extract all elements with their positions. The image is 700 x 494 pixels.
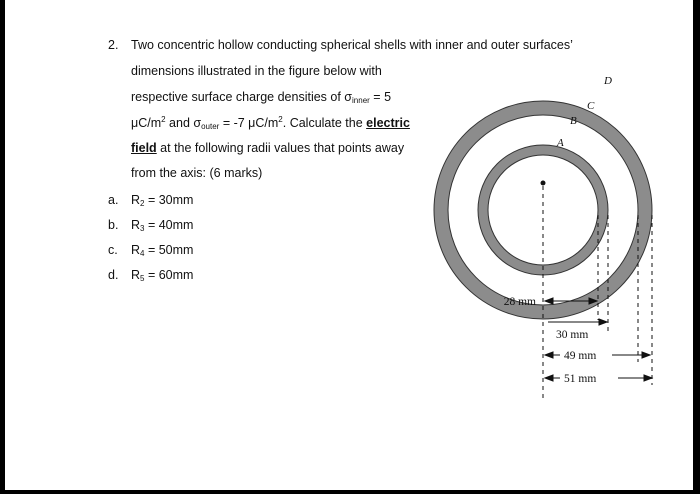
question-line-6: from the axis: (6 marks) [131, 166, 263, 180]
surface-label-b: B [570, 115, 577, 127]
sub-question-c: c. $R_4 = 50mm$ [108, 243, 194, 258]
dim-label-49: 49 mm [564, 350, 597, 362]
arrowhead [545, 375, 553, 381]
question-line-4: $\mu C/m^2$ and $\sigma_{outer} = -7$ $\mu C/m^2$. Calculate the electric [131, 115, 410, 131]
surface-label-d: D [604, 75, 612, 87]
arrowhead [644, 375, 652, 381]
sub-question-a: a. $R_2 = 30mm$ [108, 193, 194, 208]
question-line-1: Two concentric hollow conducting spherical shells with inner and outer surfaces’ [131, 38, 573, 52]
sub-question-b: b. $R_3 = 40mm$ [108, 218, 194, 233]
keyword-electric: electric [366, 116, 410, 130]
arrowhead [545, 352, 553, 358]
dim-label-30: 30 mm [556, 329, 589, 341]
dim-label-51: 51 mm [564, 373, 597, 385]
question-line-2: dimensions illustrated in the figure below with [131, 64, 382, 78]
arrowhead [599, 319, 607, 325]
surface-label-a: A [557, 137, 564, 149]
keyword-field: field [131, 141, 157, 155]
arrowhead [642, 352, 650, 358]
dim-label-28: 28 mm [503, 296, 536, 308]
sub-question-d: d. $R_5 = 60mm$ [108, 268, 194, 283]
center-dot [541, 181, 546, 186]
question-line-3: respective surface charge densities of $\sigma_{inner} = 5$ [131, 90, 392, 105]
surface-label-c: C [587, 100, 595, 112]
question-number: 2. [108, 38, 119, 52]
question-line-5: field at the following radii values that points away [131, 141, 405, 155]
arrowhead [545, 298, 553, 304]
